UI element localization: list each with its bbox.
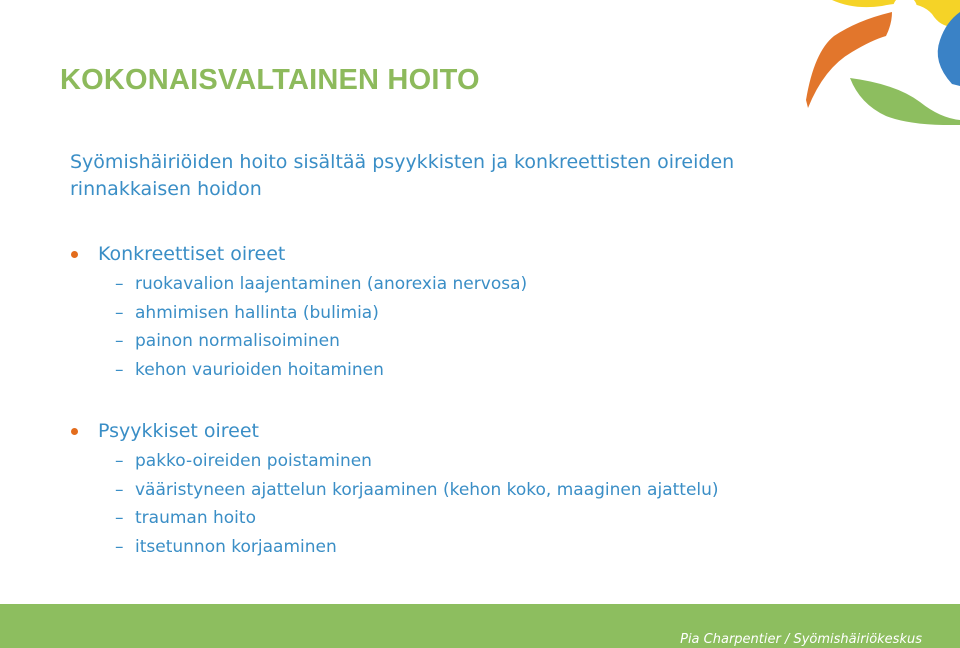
list-item-text: kehon vaurioiden hoitaminen (135, 359, 384, 380)
list-item-text: itsetunnon korjaaminen (135, 536, 337, 557)
dash-icon: – (115, 331, 124, 351)
list-item (70, 299, 870, 328)
list-item (70, 476, 870, 505)
dash-icon: – (115, 359, 124, 380)
bullet-icon (71, 251, 78, 258)
dash-icon: – (115, 536, 124, 557)
logo-green-shape (850, 78, 960, 125)
list-item (70, 327, 870, 356)
bullet-icon (71, 428, 78, 435)
brand-logo (800, 0, 960, 125)
list-item-text: trauman hoito (135, 508, 256, 528)
dash-icon: – (115, 451, 124, 471)
concrete-symptoms-list (70, 270, 870, 384)
section-heading-row (70, 418, 870, 444)
list-item-text: vääristyneen ajattelun korjaaminen (kehon koko, maaginen ajattelu) (135, 479, 719, 500)
footer-credit: Pia Charpentier / Syömishäiriökeskus (680, 632, 922, 647)
list-item (70, 270, 870, 299)
slide-title: KOKONAISVALTAINEN HOITO (60, 64, 480, 96)
psychological-symptoms-list (70, 447, 870, 561)
list-item-text: ahmimisen hallinta (bulimia) (135, 302, 379, 323)
list-item (70, 447, 870, 476)
section-psychological-symptoms (70, 418, 870, 561)
dash-icon: – (115, 274, 124, 294)
section-heading: Konkreettiset oireet (98, 243, 286, 265)
slide-intro: Syömishäiriöiden hoito sisältää psyykkisten ja konkreettisten oireiden rinnakkaisen hoidon (70, 151, 735, 200)
dash-icon: – (115, 479, 124, 500)
section-concrete-symptoms (70, 241, 870, 384)
list-item-text: ruokavalion laajentaminen (anorexia nervosa) (135, 274, 528, 294)
section-heading-row (70, 241, 870, 267)
list-item-text: painon normalisoiminen (135, 331, 340, 351)
logo-head-shape (893, 0, 917, 20)
section-heading: Psyykkiset oireet (98, 420, 259, 442)
list-item (70, 504, 870, 533)
list-item (70, 356, 870, 385)
list-item-text: pakko-oireiden poistaminen (135, 451, 372, 471)
list-item (70, 533, 870, 562)
footer-band (0, 604, 960, 648)
dash-icon: – (115, 508, 124, 528)
dash-icon: – (115, 302, 124, 323)
